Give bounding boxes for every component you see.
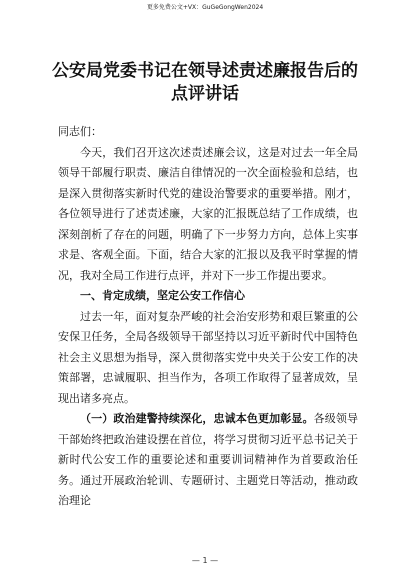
salutation: 同志们： bbox=[58, 125, 102, 138]
paragraph-intro: 今天，我们召开这次述责述廉会议，这是对过去一年全局领导干部履行职责、廉洁自律情况的一次全面检验和总结，也是深入贯彻落实新时代党的建设治警要求的重要举措。刚才，各位领导进行了述责述廉，大家的汇报既总结了工作成绩，也深刻剖析了存在的问题，明确了下一步努力方向，总体上实事求是、客观全面。下面，结合大家的汇报以及我平时掌握的情况，我对全局工作进行点评，并对下一步工作提出要求。 bbox=[58, 145, 358, 282]
section-heading-1: 一、肯定成绩，坚定公安工作信心 bbox=[80, 289, 245, 302]
paragraph-achievements: 过去一年，面对复杂严峻的社会治安形势和艰巨繁重的公安保卫任务，全局各级领导干部坚持以习近平新时代中国特色社会主义思想为指导，深入贯彻落实党中央关于公安工作的决策部署，忠诚履职、担当作为，各项工作取得了显著成效，呈现出诸多亮点。 bbox=[58, 309, 358, 405]
paragraph-political-text: 各级领导干部始终把政治建设摆在首位，将学习贯彻习近平总书记关于新时代公安工作的重要论述和重要训词精神作为首要政治任务。通过开展政治轮训、专题研讨、主题党日等活动，推动政治理论 bbox=[58, 412, 358, 507]
subheading-1: （一）政治建警持续深化，忠诚本色更加彰显。 bbox=[80, 412, 314, 425]
header-watermark: 更多免费公文+VX：GuGeGongWen2024 bbox=[146, 4, 264, 11]
page-number: — 1 — bbox=[191, 556, 219, 565]
document-body bbox=[58, 122, 358, 512]
paragraph-political bbox=[58, 409, 358, 512]
document-title: 公安局党委书记在领导述责述廉报告后的点评讲话 bbox=[52, 61, 358, 104]
